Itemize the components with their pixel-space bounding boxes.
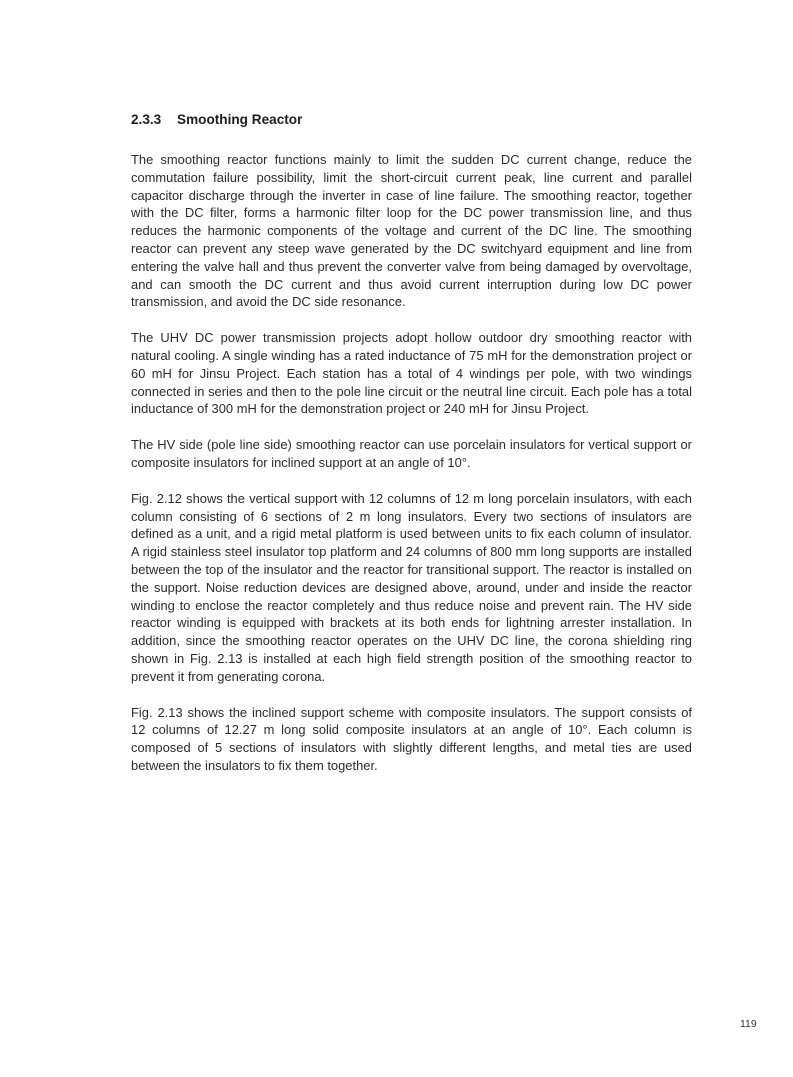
page-body (131, 110, 692, 793)
paragraph-function: The smoothing reactor functions mainly to limit the sudden DC current change, reduce the commutation failure possibility, limit the short-circuit current peak, line current and parallel capacitor discharge through the inverter in case of line failure. The smoothing reactor, together with the DC filter, forms a harmonic filter loop for the DC power transmission line, and thus reduces the harmonic components of the voltage and current of the DC line. The smoothing reactor can prevent any steep wave generated by the DC switchyard equipment and line from entering the valve hall and thus prevent the converter valve from being damaged by overvoltage, and can smooth the DC current and thus avoid current interruption during low DC power transmission, and avoid the DC side resonance. (131, 152, 692, 310)
paragraph-inclined-support: Fig. 2.13 shows the inclined support scheme with composite insulators. The support consists of 12 columns of 12.27 m long solid composite insulators at an angle of 10°. Each column is composed of 5 sections of insulators with slightly different lengths, and metal ties are used between the insulators to fix them together. (131, 704, 692, 773)
paragraph-insulators: The HV side (pole line side) smoothing reactor can use porcelain insulators for vertical support or composite insulators for inclined support at an angle of 10°. (131, 437, 692, 470)
paragraph-inductance: The UHV DC power transmission projects adopt hollow outdoor dry smoothing reactor with natural cooling. A single winding has a rated inductance of 75 mH for the demonstration project or 60 mH for Jinsu Project. Each station has a total of 4 windings per pole, with two windings connected in series and then to the pole line circuit or the neutral line circuit. Each pole has a total inductance of 300 mH for the demonstration project or 240 mH for Jinsu Project. (131, 330, 692, 417)
paragraph-vertical-support: Fig. 2.12 shows the vertical support with 12 columns of 12 m long porcelain insulators, with each column consisting of 6 sections of 2 m long insulators. Every two sections of insulators are defined as a unit, and a rigid metal platform is used between units to fix each column of insulator. A rigid stainless steel insulator top platform and 24 columns of 800 mm long supports are installed between the top of the insulator and the reactor for transitional support. The reactor is installed on the support. Noise reduction devices are designed above, around, under and inside the reactor winding to enclose the reactor completely and thus reduce noise and prevent rain. The HV side reactor winding is equipped with brackets at its both ends for lightning arrester installation. In addition, since the smoothing reactor operates on the UHV DC line, the corona shielding ring shown in Fig. 2.13 is installed at each high field strength position of the smoothing reactor to prevent it from generating corona. (131, 490, 692, 684)
section-title: Smoothing Reactor (177, 112, 303, 127)
section-number: 2.3.3 (131, 112, 162, 127)
page-number: 119 (740, 1018, 757, 1030)
section-heading (131, 110, 692, 130)
